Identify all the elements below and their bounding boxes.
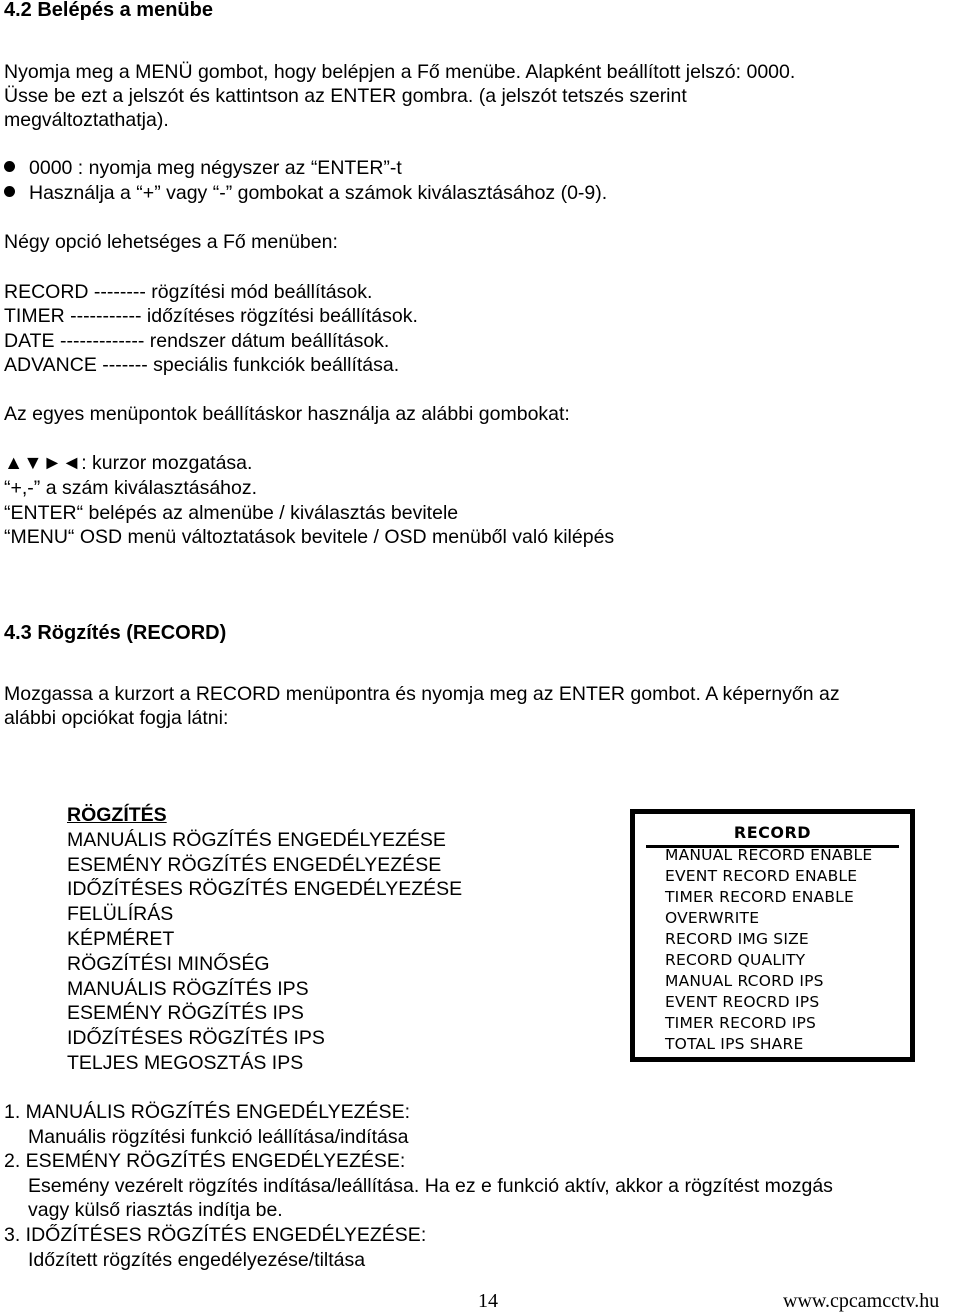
key-line: ▲▼►◄: kurzor mozgatása.	[4, 452, 253, 474]
bullet-text: Használja a “+” vagy “-” gombokat a számok kiválasztásához (0-9).	[29, 182, 608, 204]
intro-line: alábbi opciókat fogja látni:	[4, 707, 229, 729]
hu-menu-item: ESEMÉNY RÖGZÍTÉS IPS	[67, 1002, 304, 1024]
intro-line: Nyomja meg a MENÜ gombot, hogy belépjen a Fő menübe. Alapként beállított jelszó: 0000.	[4, 61, 796, 83]
hu-menu-item: IDŐZÍTÉSES RÖGZÍTÉS IPS	[67, 1027, 325, 1049]
key-line: “ENTER“ belépés az almenübe / kiválasztás bevitele	[4, 502, 459, 524]
key-line: “+,-” a szám kiválasztásához.	[4, 477, 258, 499]
hu-menu-item: ESEMÉNY RÖGZÍTÉS ENGEDÉLYEZÉSE	[67, 854, 442, 876]
hu-menu-item: MANUÁLIS RÖGZÍTÉS IPS	[67, 978, 309, 1000]
hu-menu-item: RÖGZÍTÉSI MINŐSÉG	[67, 953, 270, 975]
option-line: ADVANCE ------- speciális funkciók beállítása.	[4, 354, 400, 376]
explanation-text: Időzített rögzítés engedélyezése/tiltása	[28, 1249, 366, 1271]
osd-item: RECORD QUALITY	[665, 951, 806, 969]
explanation-text: Manuális rögzítési funkció leállítása/indítása	[28, 1126, 409, 1148]
explanation-heading: 1. MANUÁLIS RÖGZÍTÉS ENGEDÉLYEZÉSE:	[4, 1101, 410, 1123]
explanation-text: Esemény vezérelt rögzítés indítása/leállítása. Ha ez e funkció aktív, akkor a rögzítést mozgás	[28, 1175, 833, 1197]
osd-record-menu-screenshot	[630, 809, 915, 1062]
osd-item: EVENT REOCRD IPS	[665, 993, 820, 1011]
intro-line: Mozgassa a kurzort a RECORD menüpontra és nyomja meg az ENTER gombot. A képernyőn az	[4, 683, 840, 705]
key-line: “MENU“ OSD menü változtatások bevitele / OSD menüből való kilépés	[4, 526, 615, 548]
osd-item: TIMER RECORD ENABLE	[665, 888, 854, 906]
footer-url: www.cpcamcctv.hu	[783, 1290, 940, 1312]
bullet-text: 0000 : nyomja meg négyszer az “ENTER”-t	[29, 157, 402, 179]
osd-title: RECORD	[635, 823, 910, 848]
explanation-text: vagy külső riasztás indítja be.	[28, 1199, 283, 1221]
keys-heading: Az egyes menüpontok beállításkor használja az alábbi gombokat:	[4, 403, 570, 425]
osd-item: MANUAL RCORD IPS	[665, 972, 824, 990]
option-line: DATE ------------- rendszer dátum beállítások.	[4, 330, 390, 352]
page-number: 14	[478, 1290, 498, 1312]
bullet-dot-icon	[4, 161, 15, 172]
explanation-heading: 2. ESEMÉNY RÖGZÍTÉS ENGEDÉLYEZÉSE:	[4, 1150, 406, 1172]
intro-line: Üsse be ezt a jelszót és kattintson az ENTER gombra. (a jelszót tetszés szerint	[4, 85, 687, 107]
bullet-dot-icon	[4, 186, 15, 197]
osd-item: TIMER RECORD IPS	[665, 1014, 817, 1032]
hu-menu-item: FELÜLÍRÁS	[67, 903, 174, 925]
options-heading: Négy opció lehetséges a Fő menüben:	[4, 231, 338, 253]
hu-menu-item: IDŐZÍTÉSES RÖGZÍTÉS ENGEDÉLYEZÉSE	[67, 878, 463, 900]
explanation-heading: 3. IDŐZÍTÉSES RÖGZÍTÉS ENGEDÉLYEZÉSE:	[4, 1224, 427, 1246]
hu-menu-title: RÖGZÍTÉS	[67, 804, 167, 826]
osd-item: EVENT RECORD ENABLE	[665, 867, 858, 885]
option-line: TIMER ----------- időzítéses rögzítési beállítások.	[4, 305, 418, 327]
hu-menu-item: TELJES MEGOSZTÁS IPS	[67, 1052, 304, 1074]
option-line: RECORD -------- rögzítési mód beállítások.	[4, 281, 373, 303]
bullet-item	[4, 157, 402, 180]
osd-item: TOTAL IPS SHARE	[665, 1035, 804, 1053]
osd-item: OVERWRITE	[665, 909, 760, 927]
osd-item: MANUAL RECORD ENABLE	[665, 846, 873, 864]
intro-line: megváltoztathatja).	[4, 109, 169, 131]
hu-menu-item: MANUÁLIS RÖGZÍTÉS ENGEDÉLYEZÉSE	[67, 829, 446, 851]
section-title-4-3: 4.3 Rögzítés (RECORD)	[4, 622, 227, 644]
bullet-item	[4, 182, 607, 205]
hu-menu-item: KÉPMÉRET	[67, 928, 175, 950]
osd-item: RECORD IMG SIZE	[665, 930, 809, 948]
osd-screen	[635, 814, 910, 1057]
section-title-4-2: 4.2 Belépés a menübe	[4, 0, 213, 21]
